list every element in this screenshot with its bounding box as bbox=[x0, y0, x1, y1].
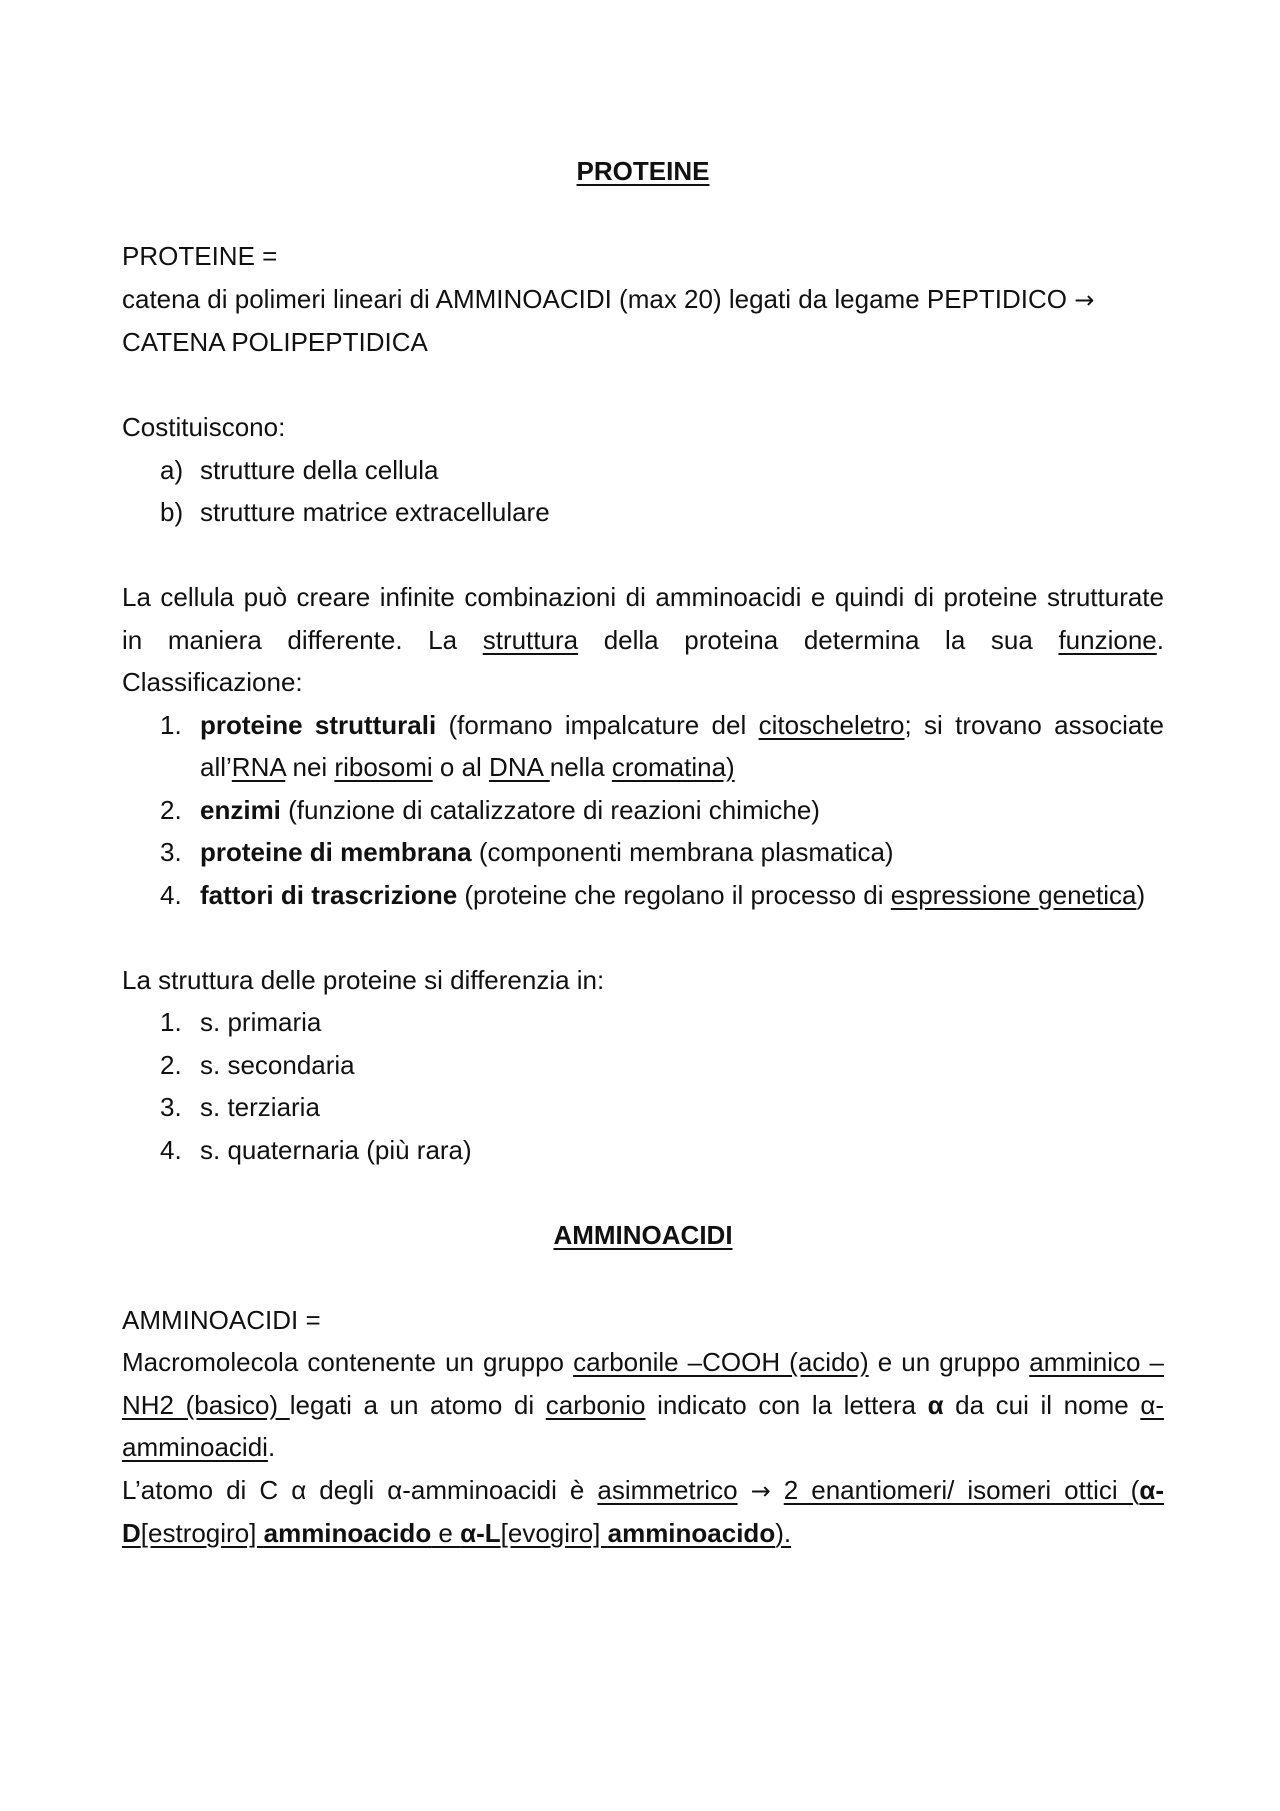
list-item-text: ; si trovano associate all’ bbox=[200, 709, 1164, 782]
underlined-term: struttura bbox=[482, 624, 579, 655]
classificazione-list bbox=[122, 704, 1164, 917]
proteine-definition-line bbox=[122, 278, 1164, 322]
list-item bbox=[122, 1044, 1164, 1087]
proteine-definition-text: catena di polimeri lineari di AMMINOACIDI (max 20) legati da legame PEPTIDICO bbox=[122, 283, 1068, 314]
list-marker: 4. bbox=[160, 879, 182, 910]
paragraph-text: . Classificazione: bbox=[122, 624, 1164, 697]
list-item bbox=[122, 449, 1164, 492]
list-marker: 4. bbox=[160, 1134, 182, 1165]
bold-term: α-D bbox=[122, 1474, 1164, 1548]
list-item bbox=[122, 1129, 1164, 1172]
enantiomeri-paragraph bbox=[122, 1469, 1164, 1555]
document-body bbox=[122, 150, 1164, 1555]
list-item bbox=[122, 789, 1164, 832]
costituiscono-list bbox=[122, 449, 1164, 534]
classificazione-paragraph bbox=[122, 576, 1164, 704]
amminoacidi-definition-label: AMMINOACIDI = bbox=[122, 1304, 321, 1335]
bold-term: fattori di trascrizione bbox=[200, 879, 458, 910]
list-item-text: s. primaria bbox=[200, 1007, 322, 1037]
underlined-term: carbonile –COOH (acido) bbox=[573, 1347, 869, 1377]
underlined-term: cromatina) bbox=[611, 752, 735, 782]
costituiscono-label: Costituiscono: bbox=[122, 412, 286, 442]
list-marker: 3. bbox=[160, 837, 182, 867]
list-marker: 3. bbox=[160, 1092, 182, 1122]
proteine-definition-line-2: CATENA POLIPEPTIDICA bbox=[122, 327, 428, 357]
underlined-term: [evogiro] bbox=[500, 1518, 608, 1548]
list-marker: b) bbox=[160, 497, 184, 527]
paragraph-text: da cui il nome bbox=[943, 1389, 1141, 1420]
underlined-term: ). bbox=[775, 1518, 792, 1548]
amminoacidi-definition-paragraph bbox=[122, 1341, 1164, 1469]
list-item-text: o al bbox=[432, 752, 490, 782]
paragraph-text: della proteina determina la sua bbox=[578, 624, 1059, 655]
list-marker: 1. bbox=[160, 709, 182, 740]
list-marker: 2. bbox=[160, 794, 182, 825]
list-item bbox=[122, 874, 1164, 917]
underlined-term: [estrogiro] bbox=[140, 1518, 264, 1548]
arrow-right-icon: → bbox=[1074, 285, 1095, 314]
section-title-proteine: PROTEINE bbox=[576, 156, 710, 186]
paragraph-text: L’atomo di C α degli α-amminoacidi è bbox=[122, 1474, 598, 1505]
bold-term: α-L bbox=[460, 1518, 501, 1548]
paragraph-text: . bbox=[267, 1432, 276, 1462]
strutture-list bbox=[122, 1001, 1164, 1171]
list-item bbox=[122, 1001, 1164, 1044]
list-item-text: s. quaternaria (più rara) bbox=[200, 1134, 472, 1165]
paragraph-text: e bbox=[431, 1518, 461, 1548]
list-item-text: (funzione di catalizzatore di reazioni chimiche) bbox=[280, 794, 820, 825]
underlined-term: 2 enantiomeri/ isomeri ottici ( bbox=[783, 1474, 1140, 1505]
list-marker: 2. bbox=[160, 1049, 182, 1080]
list-item-text: (formano impalcature del bbox=[436, 709, 759, 740]
list-marker: a) bbox=[160, 454, 184, 485]
list-item-text: s. terziaria bbox=[200, 1092, 320, 1122]
bold-term: α bbox=[927, 1389, 944, 1420]
list-item bbox=[122, 491, 1164, 534]
list-item bbox=[122, 704, 1164, 789]
list-item-text: (componenti membrana plasmatica) bbox=[471, 837, 894, 867]
underlined-term: DNA bbox=[489, 752, 550, 782]
underlined-term: RNA bbox=[231, 752, 286, 782]
list-item-text: ) bbox=[1136, 879, 1146, 910]
struttura-label: La struttura delle proteine si differenzia in: bbox=[122, 964, 605, 995]
underlined-term: carbonio bbox=[545, 1389, 646, 1420]
list-item-text: nella bbox=[549, 752, 612, 782]
paragraph-text: legati a un atomo di bbox=[289, 1389, 546, 1420]
bold-term: proteine di membrana bbox=[200, 837, 472, 867]
paragraph-text: La cellula può creare infinite combinazioni di amminoacidi e quindi di proteine strutturate in maniera differente. La bbox=[122, 582, 1164, 655]
underlined-term: funzione bbox=[1058, 624, 1157, 655]
paragraph-text: indicato con la lettera bbox=[645, 1389, 928, 1420]
underlined-term: amminico –NH2 (basico) bbox=[122, 1347, 1165, 1420]
bold-term: proteine strutturali bbox=[200, 709, 437, 740]
underlined-term: espressione genetica bbox=[890, 879, 1137, 910]
bold-term: amminoacido bbox=[263, 1518, 432, 1548]
underlined-term: citoscheletro bbox=[758, 709, 905, 740]
list-marker: 1. bbox=[160, 1007, 182, 1037]
underlined-term: α-amminoacidi bbox=[122, 1389, 1165, 1462]
paragraph-text: e un gruppo bbox=[868, 1347, 1030, 1377]
list-item-text: nei bbox=[285, 752, 335, 782]
underlined-term: asimmetrico bbox=[597, 1474, 738, 1505]
list-item-text: strutture della cellula bbox=[200, 454, 439, 485]
bold-term: enzimi bbox=[200, 794, 281, 825]
arrow-right-icon: → bbox=[750, 1476, 771, 1505]
list-item bbox=[122, 1086, 1164, 1129]
list-item bbox=[122, 831, 1164, 874]
underlined-term: ribosomi bbox=[334, 752, 433, 782]
list-item-text: strutture matrice extracellulare bbox=[200, 497, 550, 527]
list-item-text: s. secondaria bbox=[200, 1049, 355, 1080]
proteine-definition-label: PROTEINE = bbox=[122, 241, 278, 271]
bold-term: amminoacido bbox=[607, 1518, 776, 1548]
section-title-amminoacidi: AMMINOACIDI bbox=[553, 1219, 733, 1250]
list-item-text: (proteine che regolano il processo di bbox=[457, 879, 891, 910]
paragraph-text: Macromolecola contenente un gruppo bbox=[122, 1347, 574, 1377]
